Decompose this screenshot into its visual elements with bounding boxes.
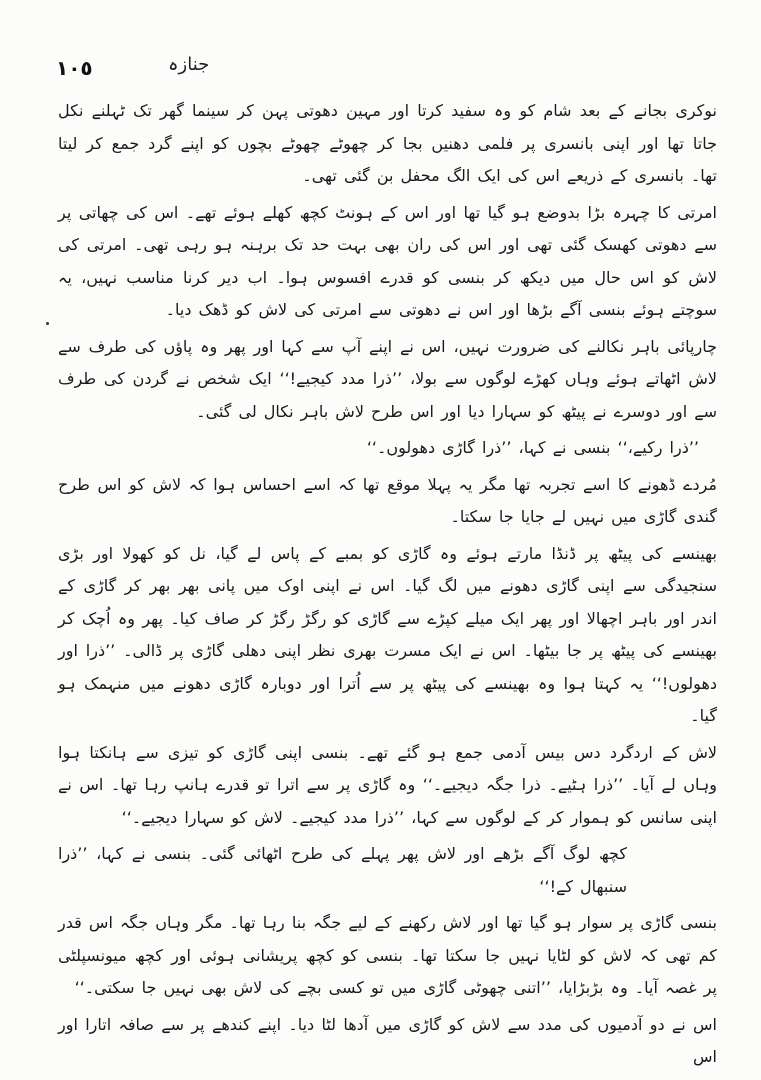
running-title: جنازہ: [168, 54, 210, 75]
paragraph: اس نے دو آدمیوں کی مدد سے لاش کو گاڑی میں آدھا لٹا دیا۔ اپنے کندھے پر سے صافہ اتارا اور اس: [58, 1014, 717, 1066]
paragraph: نوکری بجانے کے بعد شام کو وہ سفید کرتا اور مہین دھوتی پہن کر سینما گھر تک ٹہلنے نکل جاتا تھا اور اپنی بانسری پر فلمی دھنیں بجا کر چھوٹے چھوٹے بچوں کو اپنے گرد جمع کر لیتا تھا۔ بانسری کے ذریعے اس کی ایک الگ محفل بن گئی تھی۔: [58, 101, 717, 185]
page-body: [58, 95, 718, 1066]
paragraph: لاش کے اردگرد دس بیس آدمی جمع ہو گئے تھے۔ بنسی اپنی گاڑی کو تیزی سے ہانکتا ہوا وہاں لے آیا۔ ’’ذرا ہٹیے۔ ذرا جگہ دیجیے۔‘‘ وہ گاڑی پر سے اترا تو قدرے ہانپ رہا تھا۔ اس نے اپنی سانس کو ہموار کر کے لوگوں سے کہا، ’’ذرا مدد کیجیے۔ لاش کو سہارا دیجیے۔‘‘: [58, 742, 717, 827]
page-header: [0, 48, 761, 88]
paragraph: بنسی گاڑی پر سوار ہو گیا تھا اور لاش رکھنے کے لیے جگہ بنا رہا تھا۔ مگر وہاں جگہ اس قدر کم تھی کہ لاش کو لٹایا نہیں جا سکتا تھا۔ بنسی کو کچھ پریشانی ہوئی اور کچھ میونسپلٹی پر غصہ آیا۔ وہ بڑبڑایا، ’’اتنی چھوٹی گاڑی میں تو کسی بچے کی لاش بھی نہیں جا سکتی۔‘‘: [58, 913, 718, 997]
margin-dot: [46, 322, 49, 325]
paragraph: امرتی کا چہرہ بڑا بدوضع ہو گیا تھا اور اس کے ہونٹ کچھ کھلے ہوئے تھے۔ اس کی چھاتی پر سے دھوتی کھسک گئی تھی اور اس کی ران بھی بہت حد تک برہنہ ہو رہی تھی۔ امرتی کی لاش کو اس حال میں دیکھ کر بنسی کو قدرے افسوس ہوا۔ اب دیر کرنا مناسب نہیں، یہ سوچتے ہوئے بنسی آگے بڑھا اور اس نے دھوتی سے امرتی کی لاش کو ڈھک دیا۔: [58, 202, 717, 319]
paragraph: چارپائی باہر نکالنے کی ضرورت نہیں، اس نے اپنے آپ سے کہا اور پھر وہ پاؤں کی طرف سے لاش اٹھاتے ہوئے وہاں کھڑے لوگوں سے بولا، ’’ذرا مدد کیجیے!‘‘ ایک شخص نے گردن کی طرف سے اور دوسرے نے پیٹھ کو سہارا دیا اور اس طرح لاش باہر نکال لی گئی۔: [58, 336, 717, 421]
dialogue-line: ’’ذرا رکیے،‘‘ بنسی نے کہا، ’’ذرا گاڑی دھولوں۔‘‘: [366, 438, 699, 457]
paragraph: بھینسے کی پیٹھ پر ڈنڈا مارتے ہوئے وہ گاڑی کو بمبے کے پاس لے گیا، نل کو کھولا اور بڑی سنجیدگی سے اپنی گاڑی دھونے میں لگ گیا۔ اس نے اپنی اوک میں پانی بھر بھر کر گاڑی کے اندر اور باہر اچھالا اور پھر ایک میلے کپڑے سے گاڑی کو رگڑ رگڑ کر صاف کیا۔ پھر وہ اُچک کر بھینسے کی پیٹھ پر جا بیٹھا۔ اس نے ایک مسرت بھری نظر اپنی دھلی گاڑی پر ڈالی۔ ’’ذرا اور دھولوں!‘‘ یہ کہتا ہوا وہ بھینسے کی پیٹھ پر سے اُترا اور دوبارہ گاڑی دھونے میں منہمک ہو گیا۔: [58, 543, 718, 725]
paragraph: مُردے ڈھونے کا اسے تجربہ تھا مگر یہ پہلا موقع تھا کہ اسے احساس ہوا کہ لاش کو اس طرح گندی گاڑی میں نہیں لے جایا جا سکتا۔: [58, 474, 717, 526]
dialogue-line: کچھ لوگ آگے بڑھے اور لاش پھر پہلے کی طرح اٹھائی گئی۔ بنسی نے کہا، ’’ذرا سنبھال کے!‘‘: [58, 844, 627, 896]
page-number: ١٠٥: [56, 56, 93, 80]
